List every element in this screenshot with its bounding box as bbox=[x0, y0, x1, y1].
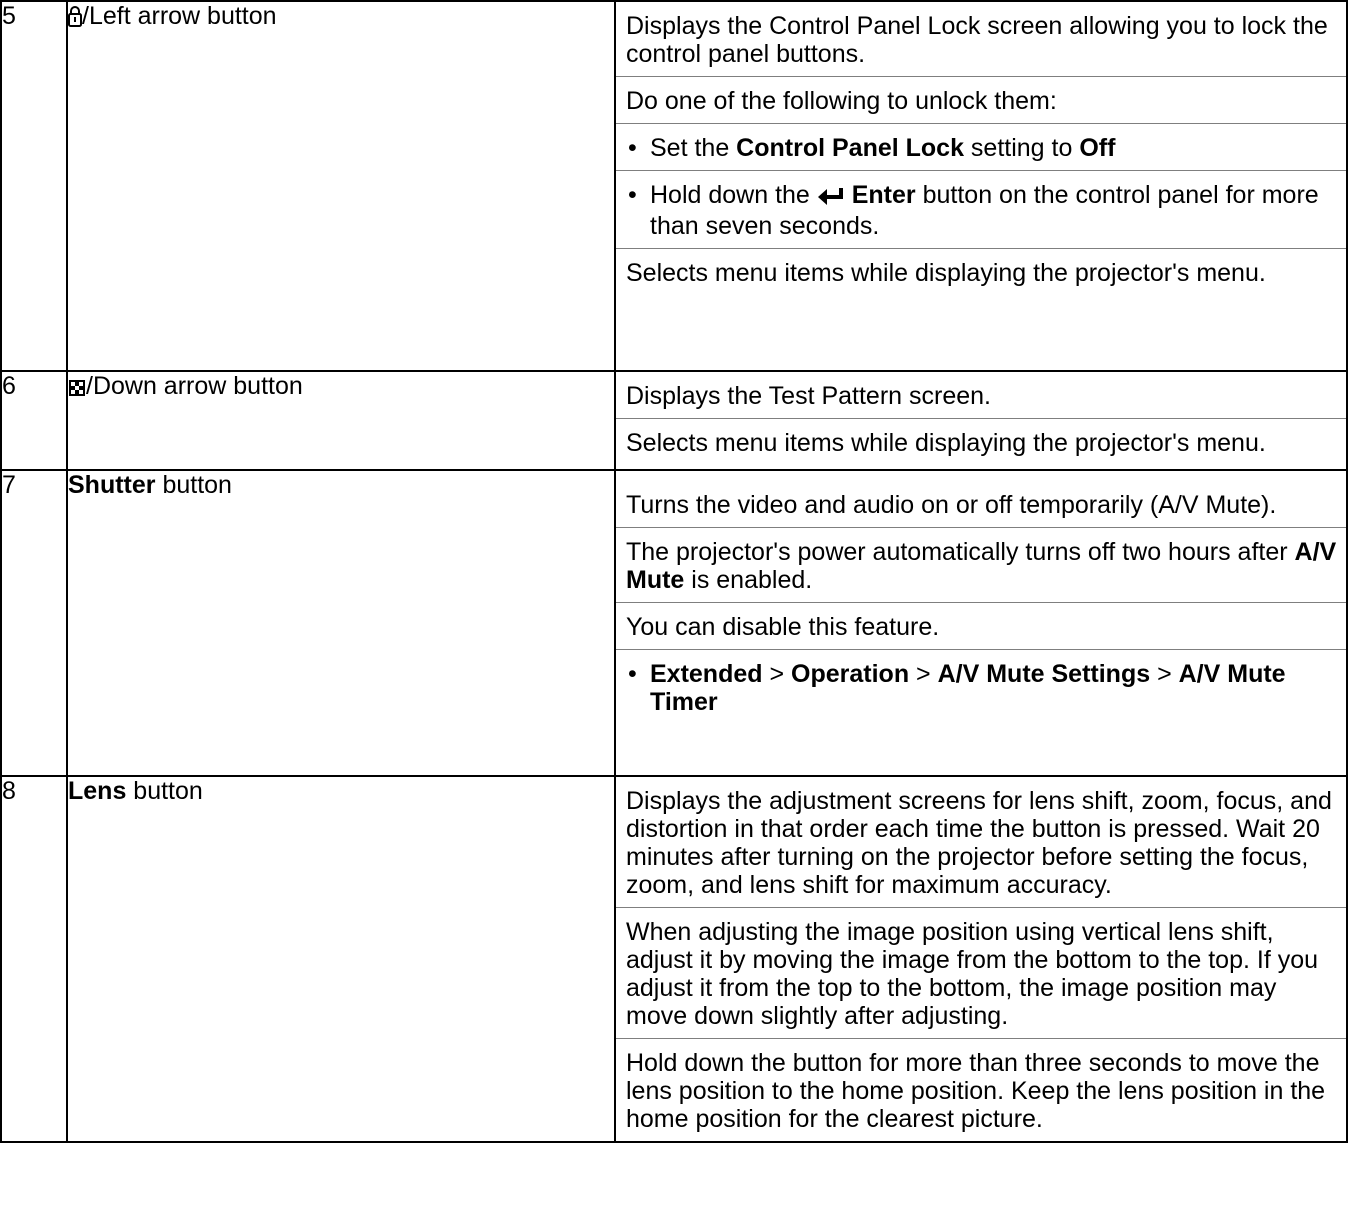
bullet-item bbox=[616, 650, 1346, 724]
table-row bbox=[1, 776, 1347, 1142]
button-name-text: button bbox=[155, 471, 232, 499]
padlock-icon bbox=[68, 5, 82, 33]
button-name-text: /Down arrow button bbox=[86, 372, 303, 400]
bullet-marker: • bbox=[628, 181, 637, 209]
button-name bbox=[67, 776, 615, 1142]
test-pattern-icon bbox=[68, 375, 86, 403]
description-paragraph: Displays the adjustment screens for lens shift, zoom, focus, and distortion in that order each time the button is pressed. Wait 20 minutes after turning on the projector before setting the focus, zoom, and lens shift for maximum accuracy. bbox=[616, 777, 1346, 908]
setting-value: Off bbox=[1079, 134, 1116, 162]
description-paragraph: Selects menu items while displaying the projector's menu. bbox=[626, 259, 1266, 287]
button-name-bold: Lens bbox=[68, 777, 127, 805]
button-name-text: button bbox=[126, 777, 203, 805]
description-cell bbox=[615, 470, 1347, 776]
table-row bbox=[1, 1, 1347, 371]
description-paragraph: Hold down the button for more than three seconds to move the lens position to the home position. Keep the lens position in the home position for the clearest picture. bbox=[626, 1049, 1326, 1133]
description-cell bbox=[615, 776, 1347, 1142]
menu-path: Extended > Operation > A/V Mute Settings > A/V Mute Timer bbox=[650, 660, 1286, 716]
description-paragraph: Do one of the following to unlock them: bbox=[616, 77, 1346, 124]
row-number: 7 bbox=[1, 470, 67, 776]
bullet-item: • Hold down the Enter button on the control panel for more than seven seconds. bbox=[616, 171, 1346, 249]
row-number: 8 bbox=[1, 776, 67, 1142]
table-row bbox=[1, 371, 1347, 470]
description-paragraph: Selects menu items while displaying the projector's menu. bbox=[626, 429, 1266, 457]
enter-arrow-icon bbox=[817, 184, 845, 212]
feature-name: A/V Mute bbox=[626, 538, 1337, 594]
description-paragraph: The projector's power automatically turns off two hours after A/V Mute is enabled. bbox=[616, 528, 1346, 603]
button-name bbox=[67, 371, 615, 470]
bullet-item: • Set the Control Panel Lock setting to Off bbox=[616, 124, 1346, 171]
bullet-marker: • bbox=[628, 134, 637, 162]
description-paragraph: You can disable this feature. bbox=[616, 603, 1346, 650]
description-paragraph: When adjusting the image position using vertical lens shift, adjust it by moving the image from the bottom to the top. If you adjust it from the top to the bottom, the image position may move down slightly after adjusting. bbox=[616, 908, 1346, 1039]
description-paragraph: Displays the Test Pattern screen. bbox=[616, 372, 1346, 419]
description-paragraph: Turns the video and audio on or off temporarily (A/V Mute). bbox=[616, 471, 1346, 528]
button-name-bold: Shutter bbox=[68, 471, 156, 499]
button-name-text: /Left arrow button bbox=[82, 2, 277, 30]
bullet-marker: • bbox=[628, 660, 637, 688]
button-label: Enter bbox=[851, 181, 916, 209]
row-number: 5 bbox=[1, 1, 67, 371]
setting-name: Control Panel Lock bbox=[736, 134, 964, 162]
table-row bbox=[1, 470, 1347, 776]
row-number: 6 bbox=[1, 371, 67, 470]
description-cell bbox=[615, 1, 1347, 371]
button-name bbox=[67, 1, 615, 371]
button-name bbox=[67, 470, 615, 776]
description-cell bbox=[615, 371, 1347, 470]
description-paragraph: Displays the Control Panel Lock screen allowing you to lock the control panel buttons. bbox=[616, 2, 1346, 77]
